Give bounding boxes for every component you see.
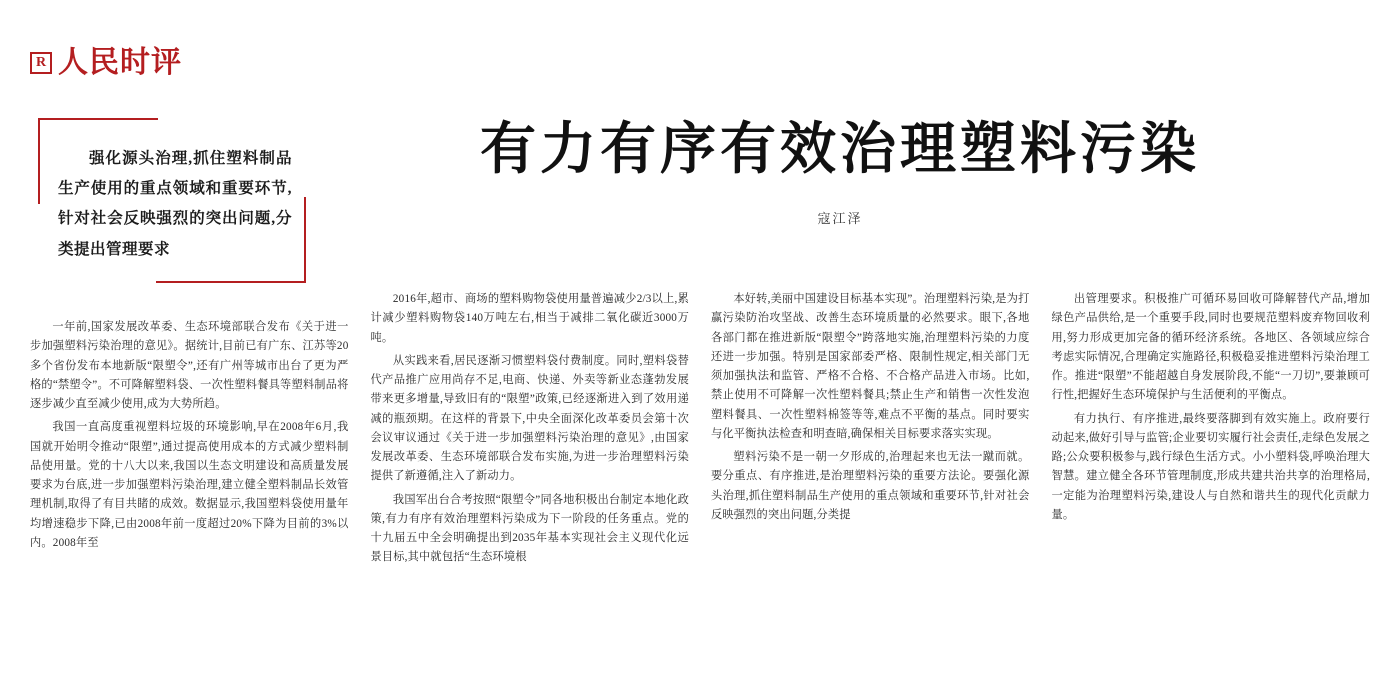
pull-quote-rule-top bbox=[38, 118, 158, 120]
masthead-title: 人民时评 bbox=[58, 46, 182, 79]
people-daily-logo-icon: R bbox=[30, 52, 52, 74]
paragraph: 从实践来看,居民逐渐习惯塑料袋付费制度。同时,塑料袋替代产品推广应用尚存不足,电商、快递、外卖等新业态蓬勃发展带来更多增量,导致旧有的“限塑”政策,已经逐渐进入到了效用递减的瓶颈期。在这样的背景下,中央全面深化改革委员会第十次会议审议通过《关于进一步加强塑料污染治理的意见》,由国家发展改革委、生态环境部联合发布实施,为进一步治理塑料污染提供了新遵循,注入了新动力。 bbox=[370, 354, 689, 483]
article-headline: 有力有序有效治理塑料污染 bbox=[480, 119, 1200, 181]
paragraph: 有力执行、有序推进,最终要落脚到有效实施上。政府要行动起来,做好引导与监管;企业要切实履行社会责任,走绿色发展之路;公众要积极参与,践行绿色生活方式。小小塑料袋,呼唤治理大智慧。建立健全各环节管理制度,形成共建共治共享的治理格局,一定能为治理塑料污染,建设人与自然和谐共生的现代化贡献力量。 bbox=[1051, 412, 1370, 521]
pull-quote-text: 强化源头治理,抓住塑料制品生产使用的重点领域和重要环节,针对社会反映强烈的突出问题,分类提出管理要求 bbox=[58, 150, 292, 258]
paragraph: 2016年,超市、商场的塑料购物袋使用量普遍减少2/3以上,累计减少塑料购物袋140万吨左右,相当于减排二氧化碳近3000万吨。 bbox=[370, 293, 689, 344]
column-4 bbox=[1052, 290, 1371, 690]
pull-quote-rule-bottom bbox=[156, 281, 306, 283]
masthead bbox=[30, 48, 182, 78]
article-byline: 寇江泽 bbox=[817, 210, 863, 226]
column-3 bbox=[711, 290, 1030, 690]
paragraph: 本好转,美丽中国建设目标基本实现”。治理塑料污染,是为打赢污染防治攻坚战、改善生态环境质量的必然要求。眼下,各地各部门都在推进新版“限塑令”跨落地实施,治理塑料污染的力度还进一步加强。特别是国家部委严格、限制性规定,相关部门无须加强执法和监管、严格不合格、不合格产品进入市场。比如,禁止使用不可降解一次性塑料餐具;禁止生产和销售一次性发泡塑料餐具、一次性塑料棉签等等,难点不平衡的基点。同时要实与化平衡执法检查和明查暗,确保相关目标要求落实实现。 bbox=[711, 293, 1030, 440]
headline-zone bbox=[390, 120, 1290, 227]
paragraph: 出管理要求。积极推广可循环易回收可降解替代产品,增加绿色产品供给,是一个重要手段,同时也要规范塑料废弃物回收利用,努力形成更加完备的循环经济系统。各地区、各领域应综合考虑实际情况,合理确定实施路径,积极稳妥推进塑料污染治理工作。推进“限塑”不能超越自身发展阶段,不能“一刀切”,要兼顾可行性,把握好生态环境保护与生活便利的平衡点。 bbox=[1051, 293, 1370, 402]
column-1 bbox=[30, 290, 349, 690]
pull-quote-rule-right bbox=[304, 197, 306, 283]
column-2 bbox=[371, 290, 690, 690]
article-body bbox=[30, 290, 1370, 690]
paragraph: 我国军出台合考按照“限塑令”同各地积极出台制定本地化政策,有力有序有效治理塑料污染成为下一阶段的任务重点。党的十九届五中全会明确提出到2035年基本实现社会主义现代化远景目标,其中就包括“生态环境根 bbox=[370, 493, 689, 564]
paragraph: 我国一直高度重视塑料垃圾的环境影响,早在2008年6月,我国就开始明令推动“限塑”,通过提高使用成本的方式减少塑料制品使用量。党的十八大以来,我国以生态文明建设和高质量发展要求为台底,进一步加强塑料污染治理,建立健全塑料制品长效管理机制,取得了有目共睹的成效。数据显示,我国塑料袋使用量年均增速稳步下降,已由2008年前一度超过20%下降为目前的3%以内。2008年至 bbox=[30, 421, 349, 549]
paragraph: 一年前,国家发展改革委、生态环境部联合发布《关于进一步加强塑料污染治理的意见》。据统计,目前已有广东、江苏等20多个省份发布本地新版“限塑令”,还有广州等城市出台了更为严格的“禁塑令”。不可降解塑料袋、一次性塑料餐具等塑料制品将逐步减少直至减少使用,成为大势所趋。 bbox=[30, 321, 349, 411]
paragraph: 塑料污染不是一朝一夕形成的,治理起来也无法一蹴而就。要分重点、有序推进,是治理塑料污染的重要方法论。要强化源头治理,抓住塑料制品生产使用的重点领域和重要环节,针对社会反映强烈的突出问题,分类提 bbox=[711, 451, 1030, 521]
pull-quote bbox=[38, 118, 306, 283]
pull-quote-rule-left bbox=[38, 118, 40, 204]
